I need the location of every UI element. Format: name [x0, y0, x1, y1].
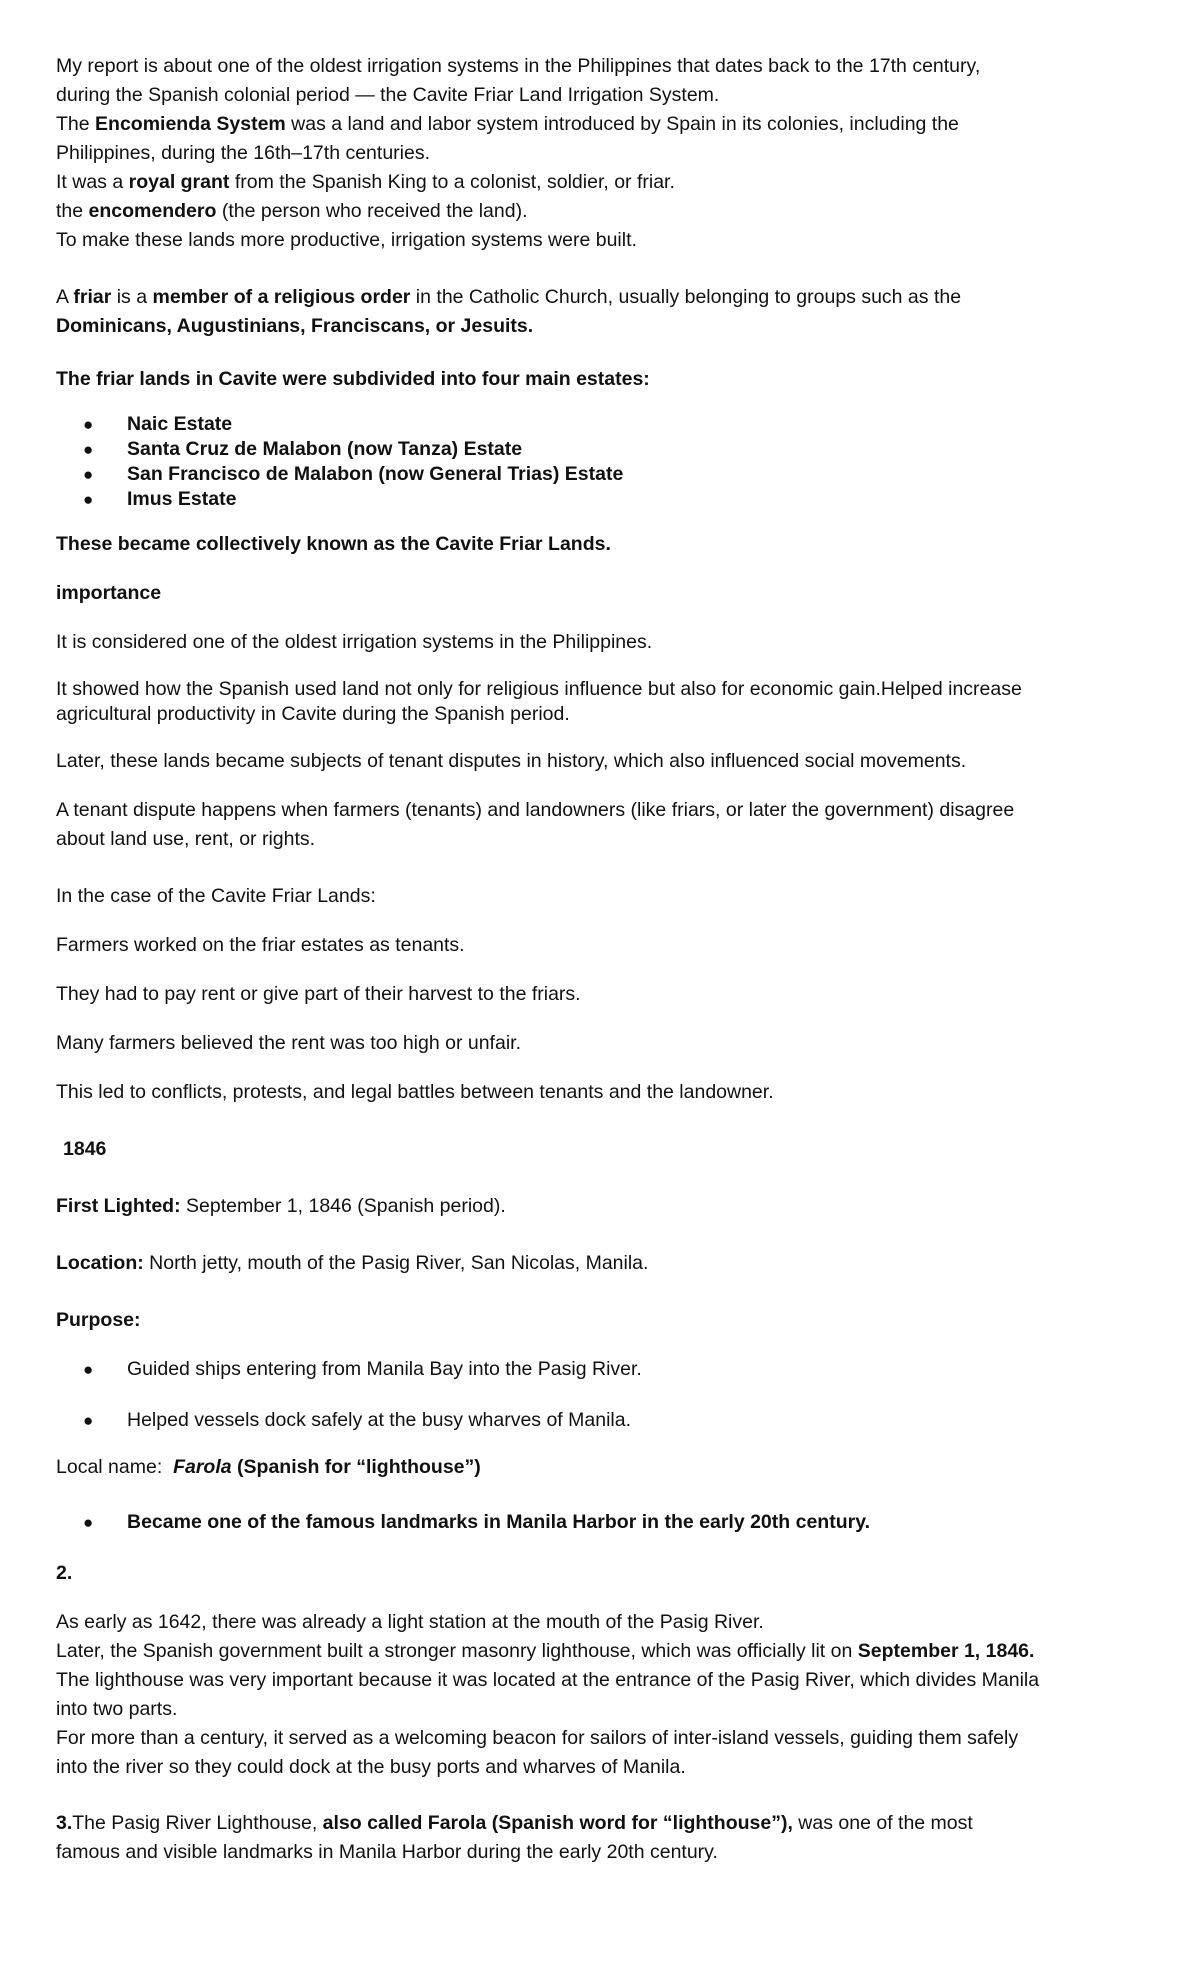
intro-paragraph [56, 52, 1156, 255]
local-name-label: Local name: [56, 1456, 174, 1478]
first-lighted-value: September 1, 1846 (Spanish period). [180, 1195, 506, 1217]
estate-name: Santa Cruz de Malabon (now Tanza) Estate [127, 438, 523, 460]
purpose-list [56, 1355, 1156, 1435]
purpose-item: Helped vessels dock safely at the busy wharves of Manila. [127, 1409, 632, 1431]
purpose-heading: Purpose: [56, 1309, 141, 1331]
list-item [56, 437, 1156, 462]
importance-p3: Later, these lands became subjects of tenant disputes in history, which also influenced social movements. [56, 750, 967, 772]
landmark-list [56, 1508, 1156, 1537]
case-point-3: Many farmers believed the rent was too high or unfair. [56, 1032, 521, 1054]
year-heading: 1846 [63, 1138, 107, 1160]
section-3-paragraph [56, 1809, 1156, 1867]
document-page [56, 52, 1156, 1867]
estate-name: Imus Estate [127, 488, 237, 510]
list-item [56, 1355, 1156, 1384]
case-point-1: Farmers worked on the friar estates as tenants. [56, 934, 465, 956]
location [56, 1249, 1156, 1278]
farola-phrase: also called Farola (Spanish word for “lighthouse”), [322, 1812, 793, 1834]
purpose-item: Guided ships entering from Manila Bay into the Pasig River. [127, 1358, 642, 1380]
friar-text: A [56, 286, 74, 308]
royal-grant-term: royal grant [128, 171, 230, 193]
section-3-line-1 [56, 1809, 1156, 1838]
intro-line-6 [56, 197, 1156, 226]
importance-p2-line-2: agricultural productivity in Cavite during the Spanish period. [56, 703, 570, 725]
location-value: North jetty, mouth of the Pasig River, San Nicolas, Manila. [143, 1252, 649, 1274]
encomendero-term: encomendero [88, 200, 217, 222]
section-2-number: 2. [56, 1562, 73, 1584]
cavite-case-intro: In the case of the Cavite Friar Lands: [56, 885, 376, 907]
encomienda-term: Encomienda System [95, 113, 286, 135]
section-2-paragraph [56, 1608, 1156, 1782]
estate-name: San Francisco de Malabon (now General Trias) Estate [127, 463, 624, 485]
intro-line-3 [56, 110, 1156, 139]
list-item [56, 1508, 1156, 1537]
section-3-number: 3. [56, 1812, 73, 1834]
lit-date: September 1, 1846. [857, 1640, 1035, 1662]
collective-name: These became collectively known as the Cavite Friar Lands. [56, 533, 611, 555]
religious-order-term: member of a religious order [152, 286, 411, 308]
case-point-4: This led to conflicts, protests, and legal battles between tenants and the landowner. [56, 1081, 774, 1103]
local-name [56, 1453, 1156, 1482]
intro-text: (the person who received the land). [216, 200, 528, 222]
friar-definition [56, 283, 1156, 341]
case-point-2: They had to pay rent or give part of their harvest to the friars. [56, 983, 581, 1005]
landmark-item: Became one of the famous landmarks in Manila Harbor in the early 20th century. [127, 1511, 871, 1533]
estates-heading: The friar lands in Cavite were subdivided into four main estates: [56, 368, 650, 390]
intro-line-7: To make these lands more productive, irrigation systems were built. [56, 229, 637, 251]
friar-line-1 [56, 283, 1156, 312]
location-label: Location: [56, 1252, 144, 1274]
intro-line-2: during the Spanish colonial period — the Cavite Friar Land Irrigation System. [56, 84, 720, 106]
list-item [56, 1406, 1156, 1435]
friar-orders: Dominicans, Augustinians, Franciscans, or Jesuits. [56, 315, 534, 337]
friar-text: in the Catholic Church, usually belonging to groups such as the [410, 286, 962, 308]
intro-text: The [56, 113, 96, 135]
section-3-text: The Pasig River Lighthouse, [72, 1812, 323, 1834]
friar-text: is a [111, 286, 153, 308]
intro-text: from the Spanish King to a colonist, soldier, or friar. [229, 171, 675, 193]
estate-name: Naic Estate [127, 413, 233, 435]
intro-text: the [56, 200, 89, 222]
tenant-dispute-line-2: about land use, rent, or rights. [56, 828, 316, 850]
list-item [56, 412, 1156, 437]
section-3-text: was one of the most [792, 1812, 973, 1834]
intro-line-4: Philippines, during the 16th–17th centuries. [56, 142, 431, 164]
friar-term: friar [73, 286, 112, 308]
first-lighted-label: First Lighted: [56, 1195, 181, 1217]
farola-term: Farola [173, 1456, 232, 1478]
importance-p2-line-1: It showed how the Spanish used land not only for religious influence but also for economic gain.Helped increase [56, 678, 1022, 700]
estates-list [56, 412, 1156, 512]
list-item [56, 487, 1156, 512]
section-2-line-3: The lighthouse was very important because it was located at the entrance of the Pasig River, which divides Manila [56, 1669, 1040, 1691]
local-name-meaning: (Spanish for “lighthouse”) [231, 1456, 481, 1478]
importance-heading: importance [56, 582, 162, 604]
importance-p1: It is considered one of the oldest irrigation systems in the Philippines. [56, 631, 653, 653]
section-3-line-2: famous and visible landmarks in Manila Harbor during the early 20th century. [56, 1841, 718, 1863]
section-2-line-4: into two parts. [56, 1698, 178, 1720]
intro-text: It was a [56, 171, 129, 193]
section-2-line-5: For more than a century, it served as a welcoming beacon for sailors of inter-island vessels, guiding them safely [56, 1727, 1019, 1749]
section-2-line-2 [56, 1637, 1156, 1666]
first-lighted [56, 1192, 1156, 1221]
list-item [56, 462, 1156, 487]
section-2-line-1: As early as 1642, there was already a light station at the mouth of the Pasig River. [56, 1611, 764, 1633]
intro-text: was a land and labor system introduced by Spain in its colonies, including the [285, 113, 959, 135]
tenant-dispute-line-1: A tenant dispute happens when farmers (tenants) and landowners (like friars, or later the government) disagree [56, 799, 1015, 821]
section-2-line-6: into the river so they could dock at the busy ports and wharves of Manila. [56, 1756, 686, 1778]
section-2-text: Later, the Spanish government built a stronger masonry lighthouse, which was officially lit on [56, 1640, 858, 1662]
intro-line-1: My report is about one of the oldest irrigation systems in the Philippines that dates back to the 17th century, [56, 55, 981, 77]
intro-line-5 [56, 168, 1156, 197]
